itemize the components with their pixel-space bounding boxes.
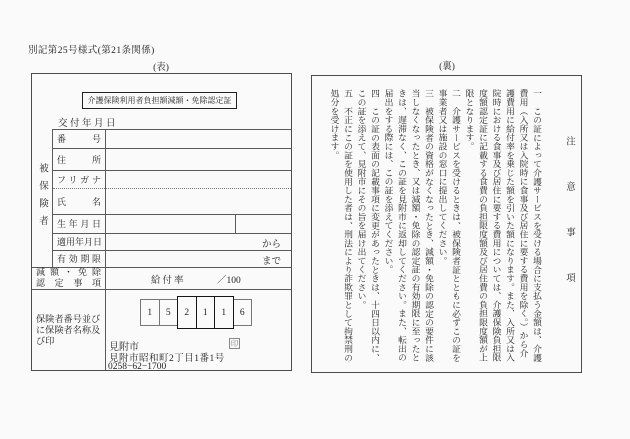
rule-birthdate-subcell: [235, 214, 236, 233]
notes-area: [312, 76, 581, 372]
benefit-rate-value: ／100: [217, 276, 241, 286]
field-apply-date: 適用年月日: [57, 237, 103, 247]
insurer-digit-6: 6: [233, 299, 253, 326]
note-item-1: [462, 89, 543, 364]
apply-date-suffix: から: [262, 240, 282, 250]
insured-group-label: 被保険者: [37, 163, 47, 233]
note-item-4: [354, 89, 381, 364]
note-number: 二: [451, 89, 461, 98]
expiry-suffix: まで: [262, 257, 282, 267]
form-number: 別記第25号様式(第21条関係): [28, 46, 155, 56]
insurer-name: 見附市: [109, 342, 139, 353]
field-furigana: フリガナ: [57, 174, 101, 185]
field-name: 氏名: [57, 196, 101, 207]
note-number: 五: [343, 89, 353, 98]
field-expiry: 有効期限: [57, 254, 101, 264]
insurer-digit-3: 2: [177, 296, 197, 329]
note-text: 不正にこの証を使用した者は、刑法により詐欺罪として拘禁刑の処分を受けます。: [329, 89, 353, 362]
note-text: この証によって介護サービスを受ける場合に支払う金額は、介護費用（入所又は入院時に食事及び居住に要する費用を除く。）から介護費用に給付率を乗じた額を引いた額になります。また、入所又は入院時における食事及び居住に要する費用については、介護保険負担限度額認定証に記載する食費の負担限度額及び居住費の負担限度額が上限となります。: [464, 89, 542, 362]
note-text: この証の表面の記載事項に変更があったときは、十四日以内に、この証を添えて、見附市にその旨を届け出てください。: [356, 89, 380, 362]
note-item-2: [435, 89, 462, 364]
front-caption: (表): [153, 63, 169, 73]
reduction-label-line1: 減額・免除: [36, 267, 101, 277]
insured-group-cell: [32, 129, 53, 267]
rule-label-divider: [105, 129, 106, 370]
issue-date-label: 交付年月日: [58, 119, 119, 129]
note-item-5: [327, 89, 354, 364]
insurer-phone: 0258−62−1700: [108, 362, 167, 372]
note-number: 一: [532, 89, 542, 98]
insurer-digit-5: 1: [214, 296, 234, 329]
note-number: 四: [370, 89, 380, 98]
reduction-label-cell: [32, 267, 105, 289]
insurer-label-cell: [32, 289, 105, 372]
note-number: 三: [424, 89, 434, 98]
insurer-address: 見附市昭和町2丁目1番1号: [109, 354, 225, 364]
note-text: 被保険者の資格がなくなったとき、減額・免除の認定の要件に該当しなくなったとき、又は減額・免除の認定証の有効期限に至ったときは、遅滞なく、この証を見附市に返却してください。また、転出の届出をする際には、この証を添えてください。: [383, 89, 434, 362]
notes-header: 注意事項: [564, 136, 574, 318]
back-panel: [311, 75, 582, 373]
benefit-rate-label: 給付率: [151, 276, 186, 286]
insurer-digit-4: 1: [196, 296, 216, 329]
front-panel: [31, 73, 292, 371]
note-text: 介護サービスを受けるときは、被保険者証とともに必ずこの証を事業者又は施設の窓口に提出してください。: [437, 89, 461, 362]
certificate-title: 介護保険利用者負担額減額・免除認定証: [82, 92, 237, 109]
reduction-label-line2: 認定事項: [36, 278, 101, 288]
insurer-digit-2: 5: [159, 299, 179, 326]
back-caption: (裏): [439, 62, 455, 72]
field-address: 住所: [57, 154, 101, 165]
field-number: 番号: [57, 134, 101, 144]
insurer-label: 保険者番号並びに保険者名称及び印: [36, 314, 101, 346]
insurer-digit-1: 1: [140, 299, 160, 326]
note-item-3: [381, 89, 435, 364]
seal-icon: 印: [230, 339, 239, 348]
insurer-number-boxes: [141, 299, 252, 329]
field-birthdate: 生年月日: [57, 219, 101, 229]
